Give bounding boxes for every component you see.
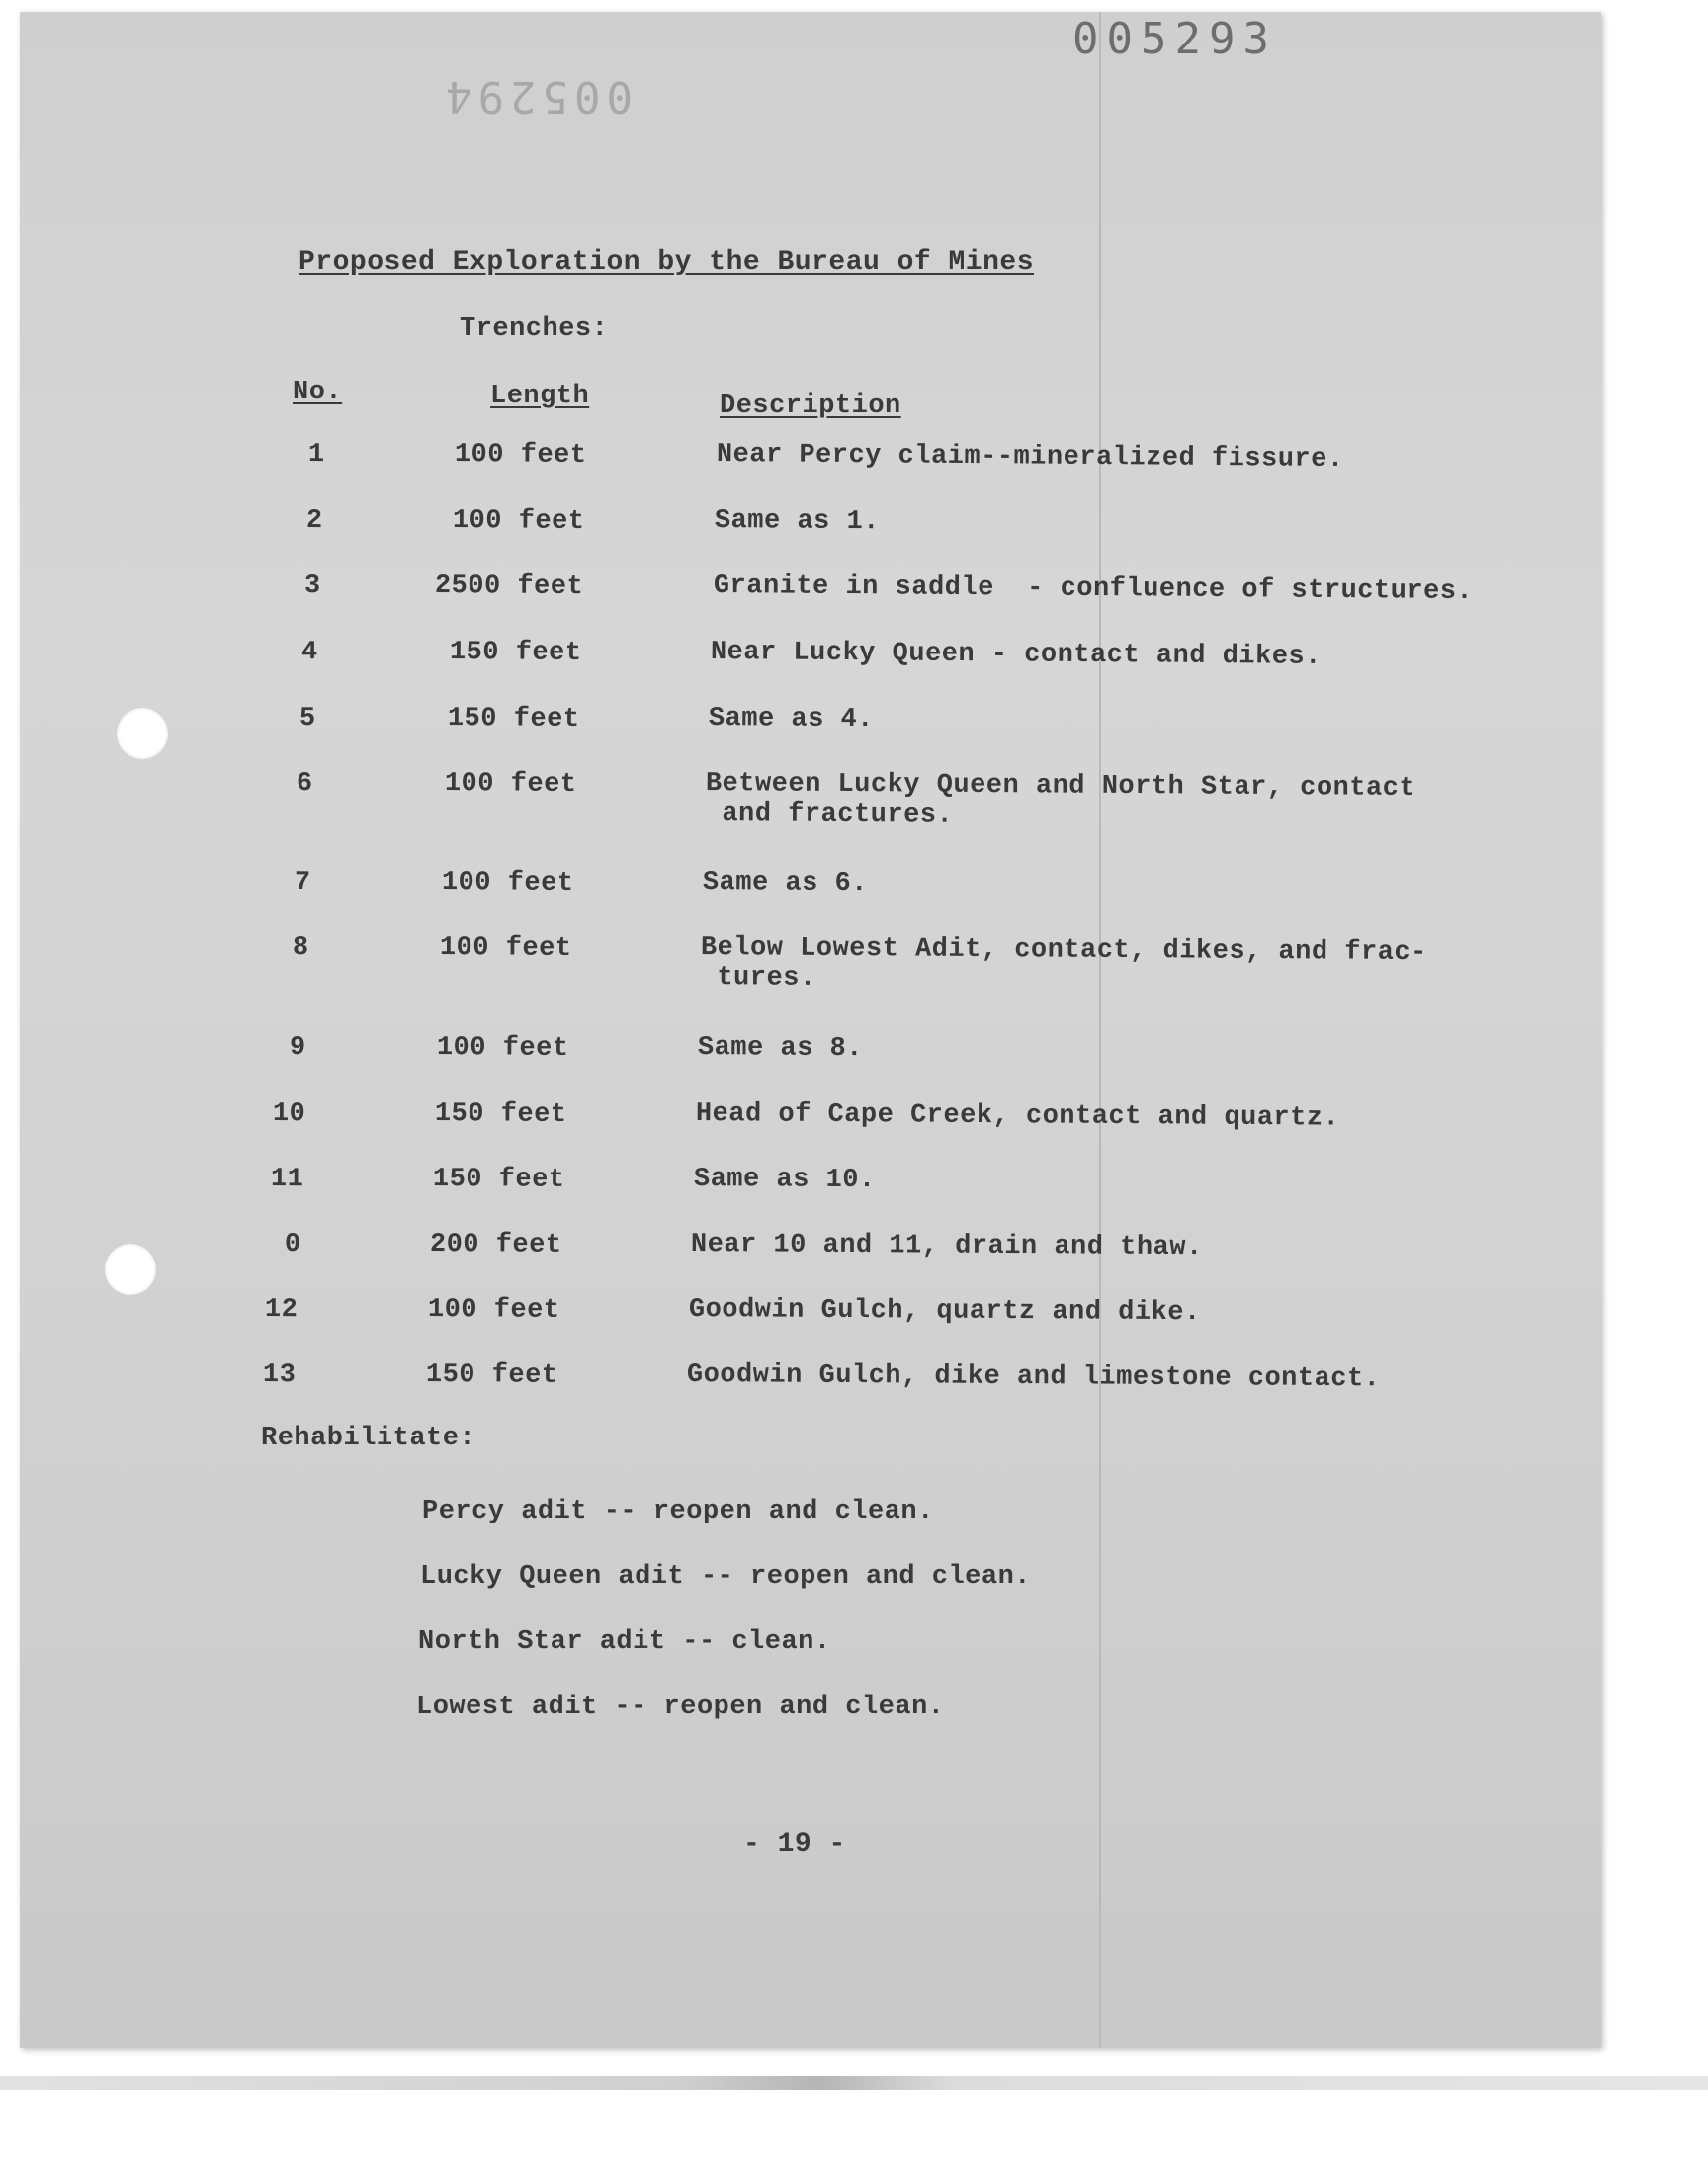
- fold-line: [1099, 12, 1101, 2048]
- trench-description: Below Lowest Adit, contact, dikes, and frac- tures.: [700, 933, 1427, 994]
- rehabilitate-heading: Rehabilitate:: [261, 1424, 476, 1453]
- column-header-description: Description: [720, 392, 901, 421]
- page-number: - 19 -: [743, 1829, 846, 1860]
- trench-description: Head of Cape Creek, contact and quartz.: [695, 1099, 1340, 1134]
- trench-length: 150 feet: [432, 1165, 565, 1195]
- trench-number: 2: [305, 506, 323, 537]
- trench-number: 3: [303, 571, 321, 602]
- punch-hole: [117, 708, 168, 759]
- trenches-heading: Trenches:: [460, 314, 609, 344]
- trench-number: 9: [289, 1033, 306, 1064]
- trench-length: 100 feet: [452, 506, 585, 538]
- trench-number: 10: [272, 1099, 306, 1130]
- trench-description: Same as 1.: [714, 506, 881, 538]
- trench-number: 13: [262, 1360, 297, 1391]
- rehab-item: Lucky Queen adit -- reopen and clean.: [420, 1562, 1031, 1592]
- trench-length: 200 feet: [429, 1230, 562, 1261]
- trench-description: Between Lucky Queen and North Star, contact and fractures.: [705, 769, 1416, 830]
- trench-length: 100 feet: [439, 933, 572, 964]
- trench-number: 1: [307, 440, 325, 471]
- trench-length: 100 feet: [454, 440, 587, 472]
- trench-length: 100 feet: [427, 1295, 560, 1326]
- trench-number: 8: [292, 933, 309, 964]
- trench-length: 150 feet: [425, 1360, 558, 1391]
- trench-description: Same as 4.: [708, 704, 875, 736]
- column-header-no: No.: [293, 378, 343, 407]
- trench-number: 6: [296, 769, 313, 800]
- trench-number: 4: [300, 638, 318, 668]
- trench-number: 7: [294, 868, 311, 899]
- trench-description: Near 10 and 11, drain and thaw.: [690, 1230, 1203, 1263]
- trench-number: 11: [270, 1165, 304, 1195]
- trench-length: 100 feet: [441, 868, 574, 899]
- page-title: Proposed Exploration by the Bureau of Mines: [299, 247, 1035, 278]
- trench-length: 100 feet: [444, 769, 577, 800]
- trench-description: Same as 10.: [693, 1165, 876, 1196]
- trench-description: Near Lucky Queen - contact and dikes.: [710, 638, 1322, 672]
- trench-number: 12: [264, 1295, 299, 1326]
- trench-length: 150 feet: [447, 704, 580, 735]
- trench-description: Goodwin Gulch, dike and limestone contact.: [686, 1360, 1381, 1395]
- trench-description: Goodwin Gulch, quartz and dike.: [688, 1295, 1201, 1329]
- column-header-length: Length: [490, 382, 590, 411]
- trench-length: 100 feet: [436, 1033, 569, 1064]
- trench-length: 150 feet: [449, 638, 582, 669]
- rehab-item: Lowest adit -- reopen and clean.: [416, 1693, 945, 1722]
- trench-length: 2500 feet: [434, 571, 584, 603]
- document-stamp-number: 005293: [1072, 14, 1277, 64]
- trench-number: 0: [284, 1230, 301, 1261]
- scanner-edge: [0, 2076, 1708, 2090]
- paper-sheet: [20, 12, 1601, 2048]
- rehab-item: Percy adit -- reopen and clean.: [422, 1497, 934, 1526]
- bleed-through-number: 005294: [440, 71, 633, 122]
- rehab-item: North Star adit -- clean.: [418, 1627, 831, 1657]
- punch-hole: [105, 1244, 156, 1295]
- trench-description: Granite in saddle - confluence of structures.: [713, 571, 1474, 608]
- trench-number: 5: [299, 704, 316, 735]
- trench-description: Same as 6.: [702, 868, 869, 900]
- trench-description: Near Percy claim--mineralized fissure.: [716, 440, 1344, 475]
- trench-description: Same as 8.: [697, 1033, 864, 1065]
- trench-length: 150 feet: [434, 1099, 567, 1130]
